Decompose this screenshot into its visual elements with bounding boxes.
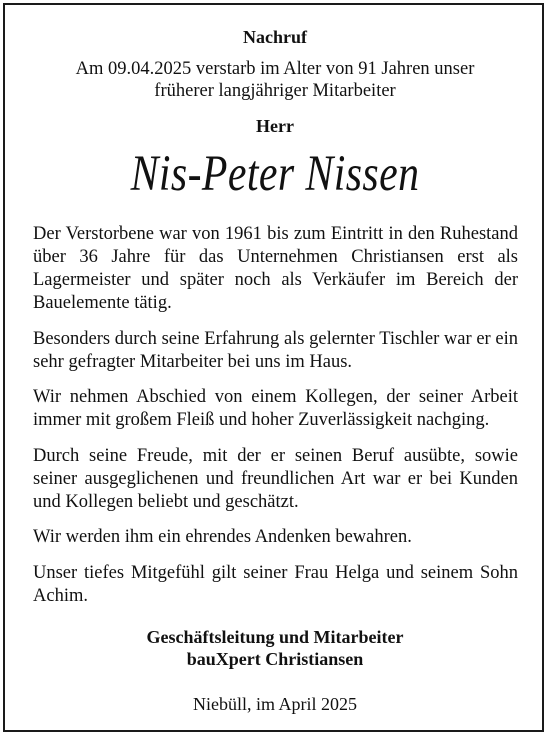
paragraph-remembrance: Wir werden ihm ein ehrendes Andenken bewahren. [33, 527, 412, 547]
paragraph-experience: Besonders durch seine Erfahrung als gelernter Tischler war er ein sehr gefragter Mitarbeiter bei uns im Haus. [33, 328, 518, 372]
paragraph-condolence: Unser tiefes Mitgefühl gilt seiner Frau Helga und seinem Sohn Achim. [33, 562, 518, 606]
place-date: Niebüll, im April 2025 [193, 694, 357, 714]
deceased-name: Nis-Peter Nissen [130, 146, 420, 202]
salutation: Herr [256, 116, 294, 136]
signature-line-1: Geschäftsleitung und Mitarbeiter [146, 627, 404, 647]
notice-heading: Nachruf [243, 27, 307, 47]
signature-line-2: bauXpert Christiansen [186, 649, 364, 669]
paragraph-career: Der Verstorbene war von 1961 bis zum Eintritt in den Ruhestand über 36 Jahre für das Unternehmen Christiansen erst als Lagermeister und später noch als Verkäufer im Bereich der Bauelemente tätig. [33, 224, 518, 313]
signature [0, 626, 550, 670]
paragraph-farewell: Wir nehmen Abschied von einem Kollegen, der seiner Arbeit immer mit großem Fleiß und hoher Zuverlässigkeit nachging. [33, 387, 518, 430]
intro-line-1: Am 09.04.2025 verstarb im Alter von 91 Jahren unser [75, 59, 475, 79]
notice-body [33, 223, 518, 620]
intro-line-2: früherer langjähriger Mitarbeiter [154, 81, 396, 101]
paragraph-character: Durch seine Freude, mit der er seinen Beruf ausübte, sowie seiner ausgeglichenen und freundlichen Art war er bei Kunden und Kollegen beliebt und geschätzt. [33, 445, 518, 512]
notice-intro [20, 58, 530, 102]
